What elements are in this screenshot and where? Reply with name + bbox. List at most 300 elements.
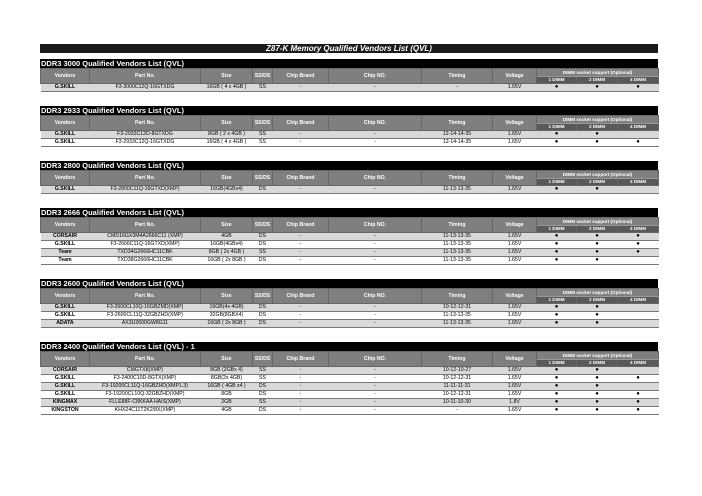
cell-part-no: TXD38G2666HC11CBK	[90, 257, 201, 265]
cell-ss-ds: DS	[253, 241, 273, 249]
cell-4-dimm: ●	[618, 407, 659, 415]
cell-1-dimm: ●	[537, 367, 577, 375]
col-ss-ds: SS/DS	[253, 289, 273, 304]
qvl-table	[40, 217, 659, 265]
col-size: Size	[201, 218, 253, 233]
col-2-dimm: 2 DIMM	[577, 297, 618, 304]
cell-chip-no: -	[329, 312, 422, 320]
col-size: Size	[201, 289, 253, 304]
cell-ss-ds: DS	[253, 320, 273, 328]
col-vendors: Vendors	[41, 352, 90, 367]
cell-1-dimm: ●	[537, 84, 577, 92]
cell-voltage: 1.65V	[493, 304, 537, 312]
col-chip-brand: Chip Brand	[273, 218, 329, 233]
col-ss-ds: SS/DS	[253, 69, 273, 84]
cell-chip-brand: -	[273, 249, 329, 257]
cell-chip-brand: -	[273, 367, 329, 375]
cell-2-dimm: ●	[577, 84, 618, 92]
section-title: DDR3 2800 Qualified Vendors List (QVL)	[40, 161, 658, 170]
cell-part-no: F3-2666C11Q-16GTXD(XMP)	[90, 241, 201, 249]
col-dimm-support: DIMM socket support (Optional)	[537, 171, 659, 179]
qvl-section	[40, 161, 658, 194]
cell-timing: 10-12-10-27	[422, 367, 493, 375]
cell-timing: 11-13-13-35	[422, 320, 493, 328]
cell-vendor: Team	[41, 249, 90, 257]
cell-vendor: ADATA	[41, 320, 90, 328]
cell-timing: 11-13-13-35	[422, 257, 493, 265]
cell-chip-no: -	[329, 139, 422, 147]
cell-1-dimm: ●	[537, 186, 577, 194]
col-chip-no: Chip NO.	[329, 218, 422, 233]
col-4-dimm: 4 DIMM	[618, 360, 659, 367]
qvl-section	[40, 106, 658, 147]
cell-voltage: 1.65V	[493, 257, 537, 265]
cell-voltage: 1.65V	[493, 139, 537, 147]
cell-size: 2GB	[201, 399, 253, 407]
col-1-dimm: 1 DIMM	[537, 77, 577, 84]
cell-chip-no: -	[329, 391, 422, 399]
cell-chip-no: -	[329, 131, 422, 139]
cell-2-dimm: ●	[577, 241, 618, 249]
cell-size: 16GB ( 4GB x4 )	[201, 383, 253, 391]
cell-vendor: G.SKILL	[41, 383, 90, 391]
section-title: DDR3 2400 Qualified Vendors List (QVL) - 1	[40, 342, 658, 351]
cell-timing: 11-13-13-35	[422, 312, 493, 320]
cell-size: 16GB ( 4 x 4GB )	[201, 84, 253, 92]
cell-voltage: 1.65V	[493, 367, 537, 375]
qvl-table	[40, 288, 659, 328]
table-header	[41, 352, 659, 367]
cell-size: 16GB ( 2x 8GB )	[201, 320, 253, 328]
cell-2-dimm: ●	[577, 304, 618, 312]
table-row	[41, 312, 659, 320]
col-dimm-support: DIMM socket support (Optional)	[537, 69, 659, 77]
cell-chip-no: -	[329, 186, 422, 194]
cell-size: 8GB(2x 4GB)	[201, 375, 253, 383]
col-voltage: Voltage	[493, 289, 537, 304]
cell-chip-brand: -	[273, 131, 329, 139]
col-voltage: Voltage	[493, 69, 537, 84]
cell-voltage: 1.65V	[493, 241, 537, 249]
table-row	[41, 367, 659, 375]
cell-2-dimm: ●	[577, 233, 618, 241]
cell-2-dimm: ●	[577, 131, 618, 139]
cell-chip-no: -	[329, 375, 422, 383]
table-row	[41, 249, 659, 257]
cell-1-dimm: ●	[537, 407, 577, 415]
cell-voltage: 1.65V	[493, 407, 537, 415]
col-chip-no: Chip NO.	[329, 171, 422, 186]
col-2-dimm: 2 DIMM	[577, 226, 618, 233]
col-4-dimm: 4 DIMM	[618, 179, 659, 186]
cell-vendor: CORSAIR	[41, 233, 90, 241]
col-chip-brand: Chip Brand	[273, 171, 329, 186]
col-2-dimm: 2 DIMM	[577, 124, 618, 131]
col-vendors: Vendors	[41, 116, 90, 131]
cell-size: 16GB(4GBx4)	[201, 241, 253, 249]
col-4-dimm: 4 DIMM	[618, 297, 659, 304]
cell-part-no: F3-3000C12Q-16GTXDG	[90, 84, 201, 92]
col-vendors: Vendors	[41, 289, 90, 304]
col-voltage: Voltage	[493, 116, 537, 131]
table-row	[41, 233, 659, 241]
cell-chip-no: -	[329, 233, 422, 241]
col-4-dimm: 4 DIMM	[618, 226, 659, 233]
table-row	[41, 186, 659, 194]
col-1-dimm: 1 DIMM	[537, 179, 577, 186]
cell-2-dimm: ●	[577, 383, 618, 391]
cell-1-dimm: ●	[537, 139, 577, 147]
cell-part-no: F3-2933C12Q-16GTXDG	[90, 139, 201, 147]
cell-chip-brand: -	[273, 304, 329, 312]
cell-voltage: 1.65V	[493, 320, 537, 328]
qvl-table	[40, 68, 659, 92]
cell-4-dimm	[618, 131, 659, 139]
cell-4-dimm: ●	[618, 249, 659, 257]
cell-chip-no: -	[329, 367, 422, 375]
table-row	[41, 391, 659, 399]
col-1-dimm: 1 DIMM	[537, 297, 577, 304]
col-part-no: Part No.	[90, 218, 201, 233]
cell-timing: 12-14-14-35	[422, 139, 493, 147]
cell-timing: 11-13-13-35	[422, 186, 493, 194]
cell-1-dimm: ●	[537, 383, 577, 391]
table-header	[41, 289, 659, 304]
cell-chip-brand: -	[273, 407, 329, 415]
cell-voltage: 1.65V	[493, 84, 537, 92]
cell-vendor: G.SKILL	[41, 391, 90, 399]
cell-chip-brand: -	[273, 312, 329, 320]
cell-part-no: F3-2400C10D-8GTX(XMP)	[90, 375, 201, 383]
cell-1-dimm: ●	[537, 241, 577, 249]
cell-4-dimm	[618, 304, 659, 312]
col-voltage: Voltage	[493, 352, 537, 367]
cell-1-dimm: ●	[537, 304, 577, 312]
cell-vendor: CORSAIR	[41, 367, 90, 375]
cell-part-no: KHX24C11T2K2/8X(XMP)	[90, 407, 201, 415]
table-row	[41, 257, 659, 265]
cell-chip-no: -	[329, 383, 422, 391]
cell-timing: 10-12-12-31	[422, 391, 493, 399]
cell-chip-brand: -	[273, 320, 329, 328]
cell-1-dimm: ●	[537, 375, 577, 383]
cell-size: 16GB(4x 4GB)	[201, 304, 253, 312]
col-chip-no: Chip NO.	[329, 289, 422, 304]
cell-timing: 11-13-13-35	[422, 233, 493, 241]
table-header	[41, 171, 659, 186]
col-vendors: Vendors	[41, 218, 90, 233]
col-1-dimm: 1 DIMM	[537, 226, 577, 233]
cell-chip-brand: -	[273, 84, 329, 92]
col-timing: Timing	[422, 218, 493, 233]
col-vendors: Vendors	[41, 69, 90, 84]
col-part-no: Part No.	[90, 116, 201, 131]
cell-4-dimm	[618, 312, 659, 320]
cell-4-dimm: ●	[618, 399, 659, 407]
cell-4-dimm	[618, 186, 659, 194]
cell-part-no: TXD34G2666HC11CBK	[90, 249, 201, 257]
col-ss-ds: SS/DS	[253, 171, 273, 186]
cell-timing: 11-13-13-35	[422, 249, 493, 257]
cell-chip-brand: -	[273, 233, 329, 241]
cell-ss-ds: DS	[253, 304, 273, 312]
col-timing: Timing	[422, 352, 493, 367]
col-vendors: Vendors	[41, 171, 90, 186]
cell-chip-brand: -	[273, 139, 329, 147]
table-row	[41, 375, 659, 383]
col-ss-ds: SS/DS	[253, 218, 273, 233]
table-row	[41, 320, 659, 328]
cell-size: 4GB	[201, 233, 253, 241]
cell-size: 16GB(4GBx4)	[201, 186, 253, 194]
cell-size: 4GB	[201, 407, 253, 415]
cell-voltage: 1.65V	[493, 375, 537, 383]
cell-chip-brand: -	[273, 186, 329, 194]
cell-chip-brand: -	[273, 383, 329, 391]
col-chip-brand: Chip Brand	[273, 69, 329, 84]
cell-size: 8GB	[201, 391, 253, 399]
cell-vendor: G.SKILL	[41, 375, 90, 383]
cell-part-no: FLLE88F-C8KKAA HAIS(XMP)	[90, 399, 201, 407]
cell-chip-no: -	[329, 399, 422, 407]
cell-chip-no: -	[329, 320, 422, 328]
cell-4-dimm	[618, 320, 659, 328]
cell-voltage: 1.65V	[493, 391, 537, 399]
cell-voltage: 1.65V	[493, 233, 537, 241]
cell-timing: 10-12-12-31	[422, 304, 493, 312]
table-row	[41, 304, 659, 312]
cell-part-no: CMD16GX3M4A2666C11 (XMP)	[90, 233, 201, 241]
cell-1-dimm: ●	[537, 233, 577, 241]
col-timing: Timing	[422, 69, 493, 84]
col-ss-ds: SS/DS	[253, 116, 273, 131]
cell-part-no: F3-2600CL11Q-32GBZHD(XMP)	[90, 312, 201, 320]
cell-size: 16GB ( 4 x 4GB )	[201, 139, 253, 147]
cell-ss-ds: SS	[253, 399, 273, 407]
cell-timing: -	[422, 407, 493, 415]
section-title: DDR3 2933 Qualified Vendors List (QVL)	[40, 106, 658, 115]
cell-vendor: G.SKILL	[41, 84, 90, 92]
cell-1-dimm: ●	[537, 312, 577, 320]
cell-chip-no: -	[329, 407, 422, 415]
qvl-section	[40, 279, 658, 328]
cell-2-dimm: ●	[577, 312, 618, 320]
cell-1-dimm: ●	[537, 320, 577, 328]
cell-chip-no: -	[329, 84, 422, 92]
cell-size: 8GB ( 2x 4GB )	[201, 249, 253, 257]
cell-timing: 11-11-11-31	[422, 383, 493, 391]
qvl-table	[40, 170, 659, 194]
cell-chip-brand: -	[273, 375, 329, 383]
col-part-no: Part No.	[90, 171, 201, 186]
cell-part-no: AX3U2600GW8G11	[90, 320, 201, 328]
cell-ss-ds: DS	[253, 391, 273, 399]
cell-2-dimm: ●	[577, 407, 618, 415]
col-size: Size	[201, 69, 253, 84]
cell-chip-no: -	[329, 257, 422, 265]
col-2-dimm: 2 DIMM	[577, 77, 618, 84]
qvl-sections	[40, 59, 658, 415]
cell-chip-brand: -	[273, 399, 329, 407]
col-4-dimm: 4 DIMM	[618, 77, 659, 84]
cell-ss-ds: DS	[253, 383, 273, 391]
cell-ss-ds: DS	[253, 312, 273, 320]
cell-part-no: F3-19200CL10Q-32GBZHD(XMP)	[90, 391, 201, 399]
col-part-no: Part No.	[90, 69, 201, 84]
col-1-dimm: 1 DIMM	[537, 360, 577, 367]
cell-vendor: G.SKILL	[41, 186, 90, 194]
col-dimm-support: DIMM socket support (Optional)	[537, 218, 659, 226]
cell-vendor: KINGSTON	[41, 407, 90, 415]
qvl-table	[40, 351, 659, 415]
table-row	[41, 399, 659, 407]
cell-chip-brand: -	[273, 257, 329, 265]
cell-2-dimm: ●	[577, 367, 618, 375]
qvl-section	[40, 59, 658, 92]
cell-voltage: 1.8V	[493, 399, 537, 407]
cell-size: 8GB (2GBx 4)	[201, 367, 253, 375]
cell-part-no: CMGTX8(XMP)	[90, 367, 201, 375]
qvl-table	[40, 115, 659, 147]
cell-voltage: 1.65V	[493, 312, 537, 320]
col-part-no: Part No.	[90, 289, 201, 304]
table-header	[41, 218, 659, 233]
col-1-dimm: 1 DIMM	[537, 124, 577, 131]
col-chip-no: Chip NO.	[329, 352, 422, 367]
cell-1-dimm: ●	[537, 391, 577, 399]
col-dimm-support: DIMM socket support (Optional)	[537, 116, 659, 124]
col-4-dimm: 4 DIMM	[618, 124, 659, 131]
cell-chip-brand: -	[273, 391, 329, 399]
table-row	[41, 407, 659, 415]
cell-vendor: KINGMAX	[41, 399, 90, 407]
cell-1-dimm: ●	[537, 257, 577, 265]
col-dimm-support: DIMM socket support (Optional)	[537, 289, 659, 297]
cell-2-dimm: ●	[577, 399, 618, 407]
cell-voltage: 1.65V	[493, 131, 537, 139]
cell-2-dimm: ●	[577, 391, 618, 399]
cell-part-no: F3-2800C11Q-16GTXD(XMP)	[90, 186, 201, 194]
cell-ss-ds: SS	[253, 131, 273, 139]
cell-timing: 11-13-13-35	[422, 241, 493, 249]
cell-1-dimm: ●	[537, 399, 577, 407]
table-row	[41, 139, 659, 147]
col-chip-brand: Chip Brand	[273, 352, 329, 367]
cell-2-dimm: ●	[577, 257, 618, 265]
cell-ss-ds: DS	[253, 257, 273, 265]
cell-chip-no: -	[329, 304, 422, 312]
col-voltage: Voltage	[493, 218, 537, 233]
cell-2-dimm: ●	[577, 320, 618, 328]
col-chip-brand: Chip Brand	[273, 116, 329, 131]
col-size: Size	[201, 352, 253, 367]
cell-chip-no: -	[329, 249, 422, 257]
table-row	[41, 131, 659, 139]
cell-part-no: F3-19200CL11Q-16GBZHD(XMP1.3)	[90, 383, 201, 391]
cell-ss-ds: SS	[253, 139, 273, 147]
cell-2-dimm: ●	[577, 186, 618, 194]
col-timing: Timing	[422, 171, 493, 186]
cell-ss-ds: DS	[253, 407, 273, 415]
col-timing: Timing	[422, 289, 493, 304]
cell-voltage: 1.65V	[493, 249, 537, 257]
cell-timing: 12-14-14-35	[422, 131, 493, 139]
cell-timing: 10-11-10-30	[422, 399, 493, 407]
cell-size: 32GB(8GBX4)	[201, 312, 253, 320]
cell-size: 16GB ( 2x 8GB )	[201, 257, 253, 265]
cell-size: 8GB ( 2 x 4GB )	[201, 131, 253, 139]
table-row	[41, 241, 659, 249]
cell-vendor: G.SKILL	[41, 312, 90, 320]
cell-timing: 10-12-12-31	[422, 375, 493, 383]
section-title: DDR3 2600 Qualified Vendors List (QVL)	[40, 279, 658, 288]
cell-4-dimm	[618, 367, 659, 375]
col-dimm-support: DIMM socket support (Optional)	[537, 352, 659, 360]
col-size: Size	[201, 171, 253, 186]
col-chip-no: Chip NO.	[329, 116, 422, 131]
col-chip-no: Chip NO.	[329, 69, 422, 84]
cell-voltage: 1.65V	[493, 383, 537, 391]
cell-part-no: F3-2933C12D-8GTXDG	[90, 131, 201, 139]
cell-4-dimm	[618, 257, 659, 265]
cell-1-dimm: ●	[537, 249, 577, 257]
section-title: DDR3 2666 Qualified Vendors List (QVL)	[40, 208, 658, 217]
table-row	[41, 84, 659, 92]
document-title: Z87-K Memory Qualified Vendors List (QVL)	[40, 44, 658, 53]
table-row	[41, 383, 659, 391]
table-header	[41, 116, 659, 131]
cell-ss-ds: SS	[253, 249, 273, 257]
cell-vendor: G.SKILL	[41, 131, 90, 139]
cell-ss-ds: SS	[253, 84, 273, 92]
section-title: DDR3 3000 Qualified Vendors List (QVL)	[40, 59, 658, 68]
col-chip-brand: Chip Brand	[273, 289, 329, 304]
cell-part-no: F3-2600CL10Q-16GBZMD(XMP)	[90, 304, 201, 312]
cell-4-dimm: ●	[618, 391, 659, 399]
col-part-no: Part No.	[90, 352, 201, 367]
qvl-section	[40, 342, 658, 415]
col-2-dimm: 2 DIMM	[577, 360, 618, 367]
col-voltage: Voltage	[493, 171, 537, 186]
col-2-dimm: 2 DIMM	[577, 179, 618, 186]
cell-vendor: G.SKILL	[41, 139, 90, 147]
cell-voltage: 1.65V	[493, 186, 537, 194]
cell-chip-brand: -	[273, 241, 329, 249]
cell-timing: -	[422, 84, 493, 92]
cell-4-dimm	[618, 383, 659, 391]
cell-4-dimm: ●	[618, 233, 659, 241]
qvl-document	[40, 44, 658, 429]
cell-ss-ds: DS	[253, 233, 273, 241]
cell-2-dimm: ●	[577, 139, 618, 147]
table-header	[41, 69, 659, 84]
cell-2-dimm: ●	[577, 375, 618, 383]
col-size: Size	[201, 116, 253, 131]
cell-4-dimm: ●	[618, 139, 659, 147]
cell-4-dimm: ●	[618, 241, 659, 249]
cell-2-dimm: ●	[577, 249, 618, 257]
cell-ss-ds: SS	[253, 367, 273, 375]
cell-ss-ds: SS	[253, 375, 273, 383]
col-ss-ds: SS/DS	[253, 352, 273, 367]
cell-1-dimm: ●	[537, 131, 577, 139]
qvl-section	[40, 208, 658, 265]
cell-chip-no: -	[329, 241, 422, 249]
cell-4-dimm: ●	[618, 84, 659, 92]
cell-ss-ds: DS	[253, 186, 273, 194]
cell-vendor: Team	[41, 257, 90, 265]
cell-vendor: G.SKILL	[41, 304, 90, 312]
